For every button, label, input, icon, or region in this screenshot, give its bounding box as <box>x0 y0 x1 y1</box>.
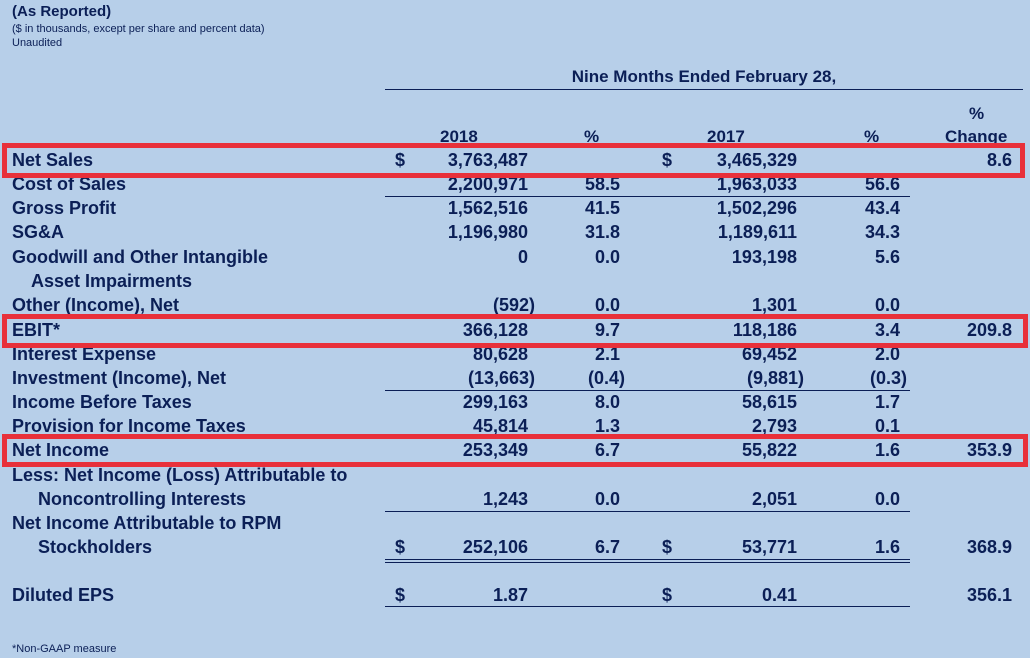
row-label-taxes: Provision for Income Taxes <box>12 416 246 436</box>
ebit-2017: 118,186 <box>732 320 797 340</box>
ebit-2018: 366,128 <box>462 320 528 340</box>
gross-profit-2018: 1,562,516 <box>447 198 528 218</box>
row-label-nci: Less: Net Income (Loss) Attributable to <box>12 465 348 485</box>
ebit-pct-2018: 9.7 <box>594 320 620 340</box>
subtotal-rule <box>385 196 910 197</box>
nci-pct-2017: 0.0 <box>874 489 900 509</box>
interest-2017: 69,452 <box>741 344 797 364</box>
investment-pct-2018: (0.4) <box>587 368 625 388</box>
total-rule <box>385 562 910 563</box>
net-income-change: 353.9 <box>966 440 1012 460</box>
row-label-interest: Interest Expense <box>12 344 157 364</box>
ebit-pct-2017: 3.4 <box>874 320 900 340</box>
interest-pct-2018: 2.1 <box>594 344 620 364</box>
goodwill-2018: 0 <box>517 247 528 267</box>
ebit-change: 209.8 <box>966 320 1012 340</box>
row-label-ebit: EBIT* <box>12 320 61 340</box>
highlight-net-income <box>2 434 1028 467</box>
pretax-pct-2017: 1.7 <box>874 392 900 412</box>
gross-profit-2017: 1,502,296 <box>716 198 797 218</box>
audit-note: Unaudited <box>12 37 63 49</box>
goodwill-pct-2017: 5.6 <box>874 247 900 267</box>
other-income-2017: 1,301 <box>751 295 797 315</box>
cost-of-sales-2018: 2,200,971 <box>447 174 528 194</box>
taxes-pct-2018: 1.3 <box>594 416 620 436</box>
taxes-2017: 2,793 <box>751 416 797 436</box>
dollar-sign: $ <box>395 150 406 170</box>
row-label-rpm: Net Income Attributable to RPM <box>12 513 282 533</box>
investment-2018: (13,663) <box>467 368 535 388</box>
rpm-change: 368.9 <box>966 537 1012 557</box>
other-income-2018: (592) <box>492 295 535 315</box>
row-label-gross-profit: Gross Profit <box>12 198 117 218</box>
row-label-rpm-cont: Stockholders <box>38 537 153 557</box>
dollar-sign: $ <box>662 585 673 605</box>
nci-2017: 2,051 <box>751 489 797 509</box>
other-income-pct-2017: 0.0 <box>874 295 900 315</box>
row-label-goodwill: Goodwill and Other Intangible <box>12 247 268 267</box>
sga-pct-2017: 34.3 <box>864 222 900 242</box>
row-label-cost-of-sales: Cost of Sales <box>12 174 127 194</box>
subtotal-rule <box>385 390 910 391</box>
highlight-net-sales <box>2 143 1025 178</box>
nci-pct-2018: 0.0 <box>594 489 620 509</box>
dollar-sign: $ <box>395 585 406 605</box>
interest-pct-2017: 2.0 <box>874 344 900 364</box>
period-rule <box>385 89 1023 90</box>
rpm-2017: 53,771 <box>741 537 797 557</box>
row-label-eps: Diluted EPS <box>12 585 115 605</box>
eps-change: 356.1 <box>966 585 1012 605</box>
net-income-pct-2017: 1.6 <box>874 440 900 460</box>
footnote: *Non-GAAP measure <box>12 643 117 655</box>
row-label-pretax: Income Before Taxes <box>12 392 192 412</box>
investment-2017: (9,881) <box>746 368 804 388</box>
dollar-sign: $ <box>662 150 673 170</box>
rpm-2018: 252,106 <box>462 537 528 557</box>
net-income-2018: 253,349 <box>462 440 528 460</box>
net-sales-2017: 3,465,329 <box>716 150 797 170</box>
goodwill-2017: 193,198 <box>731 247 797 267</box>
nci-2018: 1,243 <box>482 489 528 509</box>
col-change-l1: % <box>969 104 985 123</box>
dollar-sign: $ <box>662 537 673 557</box>
cost-of-sales-2017: 1,963,033 <box>716 174 797 194</box>
total-rule <box>385 559 910 560</box>
row-label-net-sales: Net Sales <box>12 150 94 170</box>
col-change-l2: Change <box>945 127 1008 146</box>
row-label-goodwill-cont: Asset Impairments <box>31 271 193 291</box>
interest-2018: 80,628 <box>472 344 528 364</box>
other-income-pct-2018: 0.0 <box>594 295 620 315</box>
sga-2018: 1,196,980 <box>447 222 528 242</box>
row-label-investment: Investment (Income), Net <box>12 368 227 388</box>
row-label-other-income: Other (Income), Net <box>12 295 180 315</box>
goodwill-pct-2018: 0.0 <box>594 247 620 267</box>
cost-of-sales-pct-2018: 58.5 <box>584 174 620 194</box>
units-note: ($ in thousands, except per share and percent data) <box>12 23 265 35</box>
subtotal-rule <box>385 511 910 512</box>
row-label-net-income: Net Income <box>12 440 110 460</box>
dollar-sign: $ <box>395 537 406 557</box>
gross-profit-pct-2017: 43.4 <box>864 198 900 218</box>
pretax-pct-2018: 8.0 <box>594 392 620 412</box>
taxes-pct-2017: 0.1 <box>874 416 900 436</box>
gross-profit-pct-2018: 41.5 <box>584 198 620 218</box>
eps-2017: 0.41 <box>761 585 797 605</box>
row-label-nci-cont: Noncontrolling Interests <box>38 489 247 509</box>
pretax-2017: 58,615 <box>741 392 797 412</box>
total-rule <box>385 606 910 607</box>
taxes-2018: 45,814 <box>472 416 528 436</box>
row-label-sga: SG&A <box>12 222 65 242</box>
sga-pct-2018: 31.8 <box>584 222 620 242</box>
net-sales-change: 8.6 <box>986 150 1012 170</box>
col-2018: 2018 <box>440 127 478 146</box>
period-heading: Nine Months Ended February 28, <box>571 67 837 86</box>
highlight-ebit <box>2 314 1028 348</box>
sga-2017: 1,189,611 <box>717 222 797 242</box>
cost-of-sales-pct-2017: 56.6 <box>864 174 900 194</box>
net-sales-2018: 3,763,487 <box>447 150 528 170</box>
net-income-2017: 55,822 <box>741 440 797 460</box>
col-pct-2018: % <box>584 127 600 146</box>
report-title: (As Reported) <box>12 3 112 20</box>
rpm-pct-2017: 1.6 <box>874 537 900 557</box>
col-2017: 2017 <box>707 127 745 146</box>
eps-2018: 1.87 <box>492 585 528 605</box>
investment-pct-2017: (0.3) <box>869 368 907 388</box>
pretax-2018: 299,163 <box>462 392 528 412</box>
col-pct-2017: % <box>864 127 880 146</box>
net-income-pct-2018: 6.7 <box>594 440 620 460</box>
rpm-pct-2018: 6.7 <box>594 537 620 557</box>
